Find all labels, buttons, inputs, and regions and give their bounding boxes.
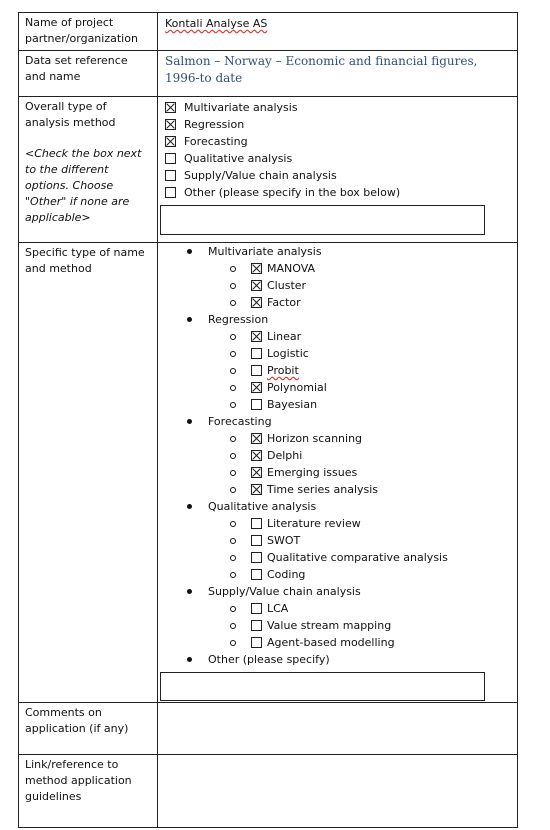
overall-options-cell <box>158 97 518 243</box>
ring-bullet-icon <box>230 572 236 578</box>
method-item-label: SWOT <box>267 534 301 547</box>
ring-bullet-icon <box>230 402 236 408</box>
checked-checkbox-icon[interactable] <box>251 331 262 342</box>
ring-bullet-icon <box>230 623 236 629</box>
bullet-icon <box>187 589 192 594</box>
method-item[interactable] <box>158 634 517 651</box>
specific-methods-list <box>158 243 517 668</box>
method-category-label: Other (please specify) <box>208 653 330 666</box>
method-item[interactable] <box>158 345 517 362</box>
ring-bullet-icon <box>230 385 236 391</box>
empty-checkbox-icon[interactable] <box>251 518 262 529</box>
method-item-label: MANOVA <box>267 262 316 275</box>
checked-checkbox-icon[interactable] <box>251 450 262 461</box>
method-item[interactable] <box>158 566 517 583</box>
method-category <box>158 583 517 600</box>
checked-checkbox-icon[interactable] <box>165 119 176 130</box>
ring-bullet-icon <box>230 487 236 493</box>
link-row <box>19 755 518 828</box>
method-category-label: Supply/Value chain analysis <box>208 585 361 598</box>
partner-name: Kontali Analyse AS <box>165 17 268 30</box>
overall-option-label: Qualitative analysis <box>184 152 293 165</box>
bullet-icon <box>187 657 192 662</box>
ring-bullet-icon <box>230 555 236 561</box>
ring-bullet-icon <box>230 300 236 306</box>
overall-label: Overall type of analysis method <box>25 100 116 129</box>
method-item[interactable] <box>158 464 517 481</box>
overall-option[interactable] <box>165 99 517 116</box>
overall-instructions: <Check the box next to the different options. Choose "Other" if none are applicable> <box>25 147 142 224</box>
dataset-row <box>19 51 518 97</box>
ring-bullet-icon <box>230 368 236 374</box>
overall-option[interactable] <box>165 184 517 201</box>
ring-bullet-icon <box>230 640 236 646</box>
empty-checkbox-icon[interactable] <box>251 399 262 410</box>
method-item-label: Linear <box>267 330 302 343</box>
checked-checkbox-icon[interactable] <box>251 382 262 393</box>
checked-checkbox-icon[interactable] <box>251 433 262 444</box>
method-category <box>158 311 517 328</box>
overall-option-label: Regression <box>184 118 245 131</box>
method-item-label: Coding <box>267 568 306 581</box>
bullet-icon <box>187 317 192 322</box>
method-item[interactable] <box>158 532 517 549</box>
method-item-label: Probit <box>267 364 299 377</box>
bullet-icon <box>187 419 192 424</box>
empty-checkbox-icon[interactable] <box>165 153 176 164</box>
comments-row <box>19 703 518 755</box>
specific-row <box>19 243 518 703</box>
method-item[interactable] <box>158 379 517 396</box>
method-item-label: Bayesian <box>267 398 318 411</box>
empty-checkbox-icon[interactable] <box>251 365 262 376</box>
method-item[interactable] <box>158 277 517 294</box>
method-item[interactable] <box>158 481 517 498</box>
checked-checkbox-icon[interactable] <box>251 467 262 478</box>
method-item[interactable] <box>158 362 517 379</box>
method-category-label: Qualitative analysis <box>208 500 317 513</box>
overall-option[interactable] <box>165 133 517 150</box>
method-item-label: LCA <box>267 602 289 615</box>
ring-bullet-icon <box>230 521 236 527</box>
method-item[interactable] <box>158 549 517 566</box>
overall-option-label: Other (please specify in the box below) <box>184 186 401 199</box>
method-item-label: Time series analysis <box>267 483 379 496</box>
comments-label: Comments on application (if any) <box>19 703 158 755</box>
method-item[interactable] <box>158 430 517 447</box>
method-item-label: Cluster <box>267 279 307 292</box>
method-item[interactable] <box>158 396 517 413</box>
method-category <box>158 651 517 668</box>
method-category <box>158 243 517 260</box>
overall-option-label: Multivariate analysis <box>184 101 298 114</box>
ring-bullet-icon <box>230 351 236 357</box>
method-category <box>158 498 517 515</box>
overall-row <box>19 97 518 243</box>
empty-checkbox-icon[interactable] <box>251 552 262 563</box>
dataset-label: Data set reference and name <box>19 51 158 97</box>
ring-bullet-icon <box>230 453 236 459</box>
checked-checkbox-icon[interactable] <box>251 297 262 308</box>
method-item-label: Logistic <box>267 347 309 360</box>
specific-methods-cell <box>158 243 518 703</box>
partner-label: Name of project partner/organization <box>19 13 158 51</box>
method-item[interactable] <box>158 617 517 634</box>
ring-bullet-icon <box>230 283 236 289</box>
checked-checkbox-icon[interactable] <box>251 263 262 274</box>
empty-checkbox-icon[interactable] <box>251 637 262 648</box>
method-item-label: Agent-based modelling <box>267 636 395 649</box>
checked-checkbox-icon[interactable] <box>165 102 176 113</box>
method-category-label: Regression <box>208 313 269 326</box>
empty-checkbox-icon[interactable] <box>251 620 262 631</box>
overall-label-cell <box>19 97 158 243</box>
overall-options-list <box>158 97 517 201</box>
dataset-name: Salmon – Norway – Economic and financial figures, 1996-to date <box>165 54 478 85</box>
method-item[interactable] <box>158 294 517 311</box>
empty-checkbox-icon[interactable] <box>251 535 262 546</box>
ring-bullet-icon <box>230 266 236 272</box>
overall-option[interactable] <box>165 167 517 184</box>
link-field[interactable] <box>158 755 518 828</box>
method-item-label: Factor <box>267 296 301 309</box>
comments-field[interactable] <box>158 703 518 755</box>
overall-option[interactable] <box>165 116 517 133</box>
method-item[interactable] <box>158 260 517 277</box>
method-item[interactable] <box>158 328 517 345</box>
empty-checkbox-icon[interactable] <box>251 603 262 614</box>
ring-bullet-icon <box>230 470 236 476</box>
method-item-label: Horizon scanning <box>267 432 363 445</box>
checked-checkbox-icon[interactable] <box>165 136 176 147</box>
method-item-label: Qualitative comparative analysis <box>267 551 448 564</box>
partner-row <box>19 13 518 51</box>
dataset-value-cell[interactable] <box>158 51 518 97</box>
method-item[interactable] <box>158 600 517 617</box>
method-item-label: Emerging issues <box>267 466 358 479</box>
method-category-label: Forecasting <box>208 415 272 428</box>
ring-bullet-icon <box>230 436 236 442</box>
method-item[interactable] <box>158 447 517 464</box>
ring-bullet-icon <box>230 606 236 612</box>
empty-checkbox-icon[interactable] <box>251 348 262 359</box>
overall-option-label: Supply/Value chain analysis <box>184 169 337 182</box>
specific-label: Specific type of name and method <box>19 243 158 703</box>
overall-option-label: Forecasting <box>184 135 248 148</box>
other-method-specify-box[interactable] <box>160 672 485 701</box>
method-item[interactable] <box>158 515 517 532</box>
method-item-label: Value stream mapping <box>267 619 392 632</box>
method-item-label: Polynomial <box>267 381 327 394</box>
other-specify-box[interactable] <box>160 205 485 235</box>
empty-checkbox-icon[interactable] <box>251 569 262 580</box>
method-category <box>158 413 517 430</box>
ring-bullet-icon <box>230 334 236 340</box>
overall-option[interactable] <box>165 150 517 167</box>
method-item-label: Delphi <box>267 449 303 462</box>
ring-bullet-icon <box>230 538 236 544</box>
empty-checkbox-icon[interactable] <box>165 187 176 198</box>
project-form-table <box>18 12 518 828</box>
empty-checkbox-icon[interactable] <box>165 170 176 181</box>
bullet-icon <box>187 249 192 254</box>
partner-value-cell[interactable] <box>158 13 518 51</box>
link-label: Link/reference to method application guidelines <box>19 755 158 828</box>
method-item-label: Literature review <box>267 517 361 530</box>
bullet-icon <box>187 504 192 509</box>
method-category-label: Multivariate analysis <box>208 245 322 258</box>
checked-checkbox-icon[interactable] <box>251 484 262 495</box>
checked-checkbox-icon[interactable] <box>251 280 262 291</box>
